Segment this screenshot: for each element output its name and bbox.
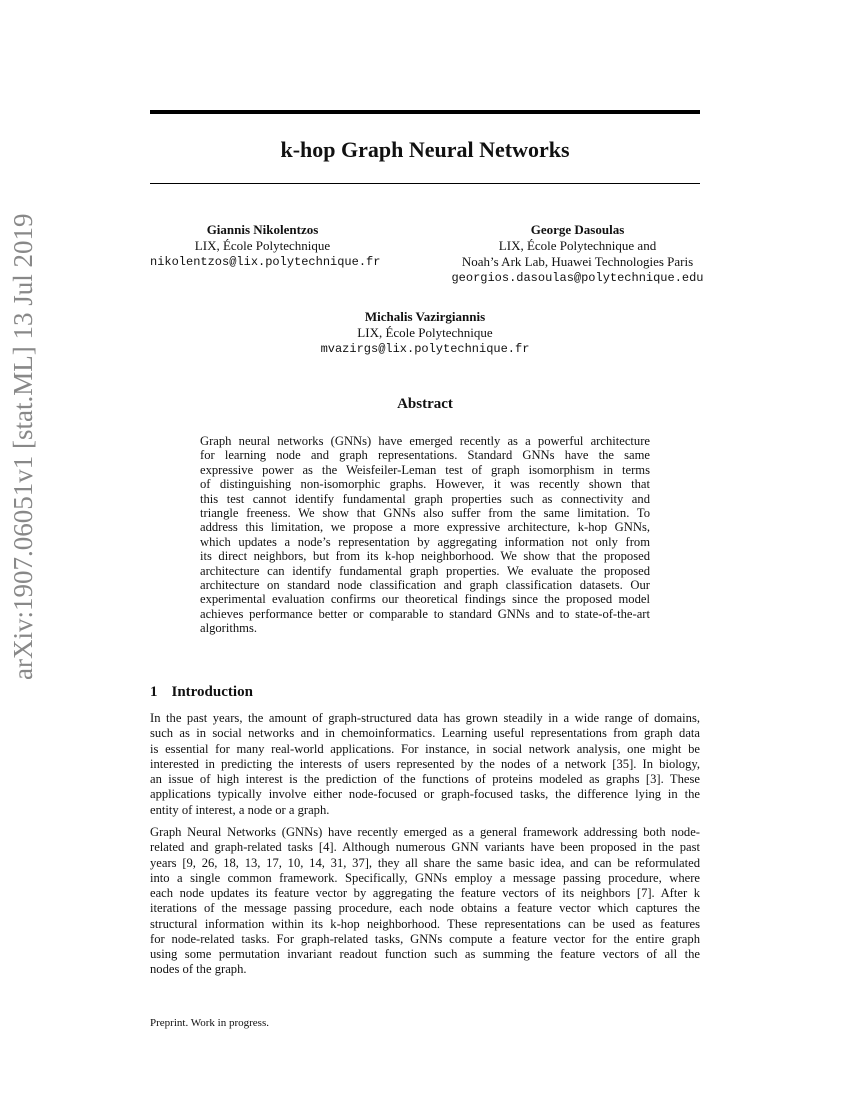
- arxiv-identifier: arXiv:1907.06051v1 [stat.ML] 13 Jul 2019: [8, 213, 38, 680]
- author-block: [440, 222, 715, 286]
- paragraph-line: related and graph-related tasks [4]. Although numerous GNN variants have been proposed in the past: [150, 840, 700, 855]
- paragraph-line: interested in predicting the interests of users represented by the nodes of a network [35]. In biology,: [150, 756, 700, 771]
- abstract-line: expressive power as the Weisfeiler-Leman test of graph isomorphism in terms: [200, 462, 650, 477]
- author-affiliation: LIX, École Polytechnique and: [498, 238, 657, 253]
- paragraph-line: entity of interest, a node or a graph.: [150, 802, 330, 817]
- paragraph-line: for node-related tasks. For graph-related tasks, GNNs compute a feature vector for the entire graph: [150, 931, 700, 946]
- abstract-line: experimental evaluation confirms our theoretical findings since the proposed model: [200, 592, 650, 607]
- paragraph-line: nodes of the graph.: [150, 962, 247, 977]
- author-block: [150, 222, 381, 270]
- abstract-line: this test cannot identify fundamental graph properties such as connectivity and: [200, 491, 650, 506]
- paragraph-line: structural information within its k-hop neighborhood. These representations can be used as features: [150, 916, 700, 931]
- paragraph-line: each node updates its feature vector by aggregating the feature vectors of its neighbors [7]. After k: [150, 886, 700, 900]
- paragraph-line: such as in social networks and in chemoinformatics. Learning useful representations from graph data: [150, 726, 700, 741]
- abstract-heading: Abstract: [397, 396, 453, 412]
- author-email: georgios.dasoulas@polytechnique.edu: [451, 271, 704, 285]
- author-email: mvazirgs@lix.polytechnique.fr: [320, 342, 530, 356]
- section-heading-introduction: [150, 684, 253, 701]
- paragraph-line: an issue of high interest is the prediction of the functions of proteins modeled as graphs [3]. These: [150, 772, 700, 786]
- abstract-line: architecture can identify fundamental graph properties. We evaluate the proposed: [200, 563, 650, 578]
- author-name: George Dasoulas: [530, 222, 625, 237]
- paragraph-line: Graph Neural Networks (GNNs) have recently emerged as a general framework addressing both node-: [150, 825, 700, 839]
- author-affiliation: LIX, École Polytechnique: [194, 238, 331, 253]
- author-block: [300, 309, 550, 357]
- author-affiliation: Noah’s Ark Lab, Huawei Technologies Paris: [461, 254, 694, 269]
- paragraph-line: In the past years, the amount of graph-structured data has grown steadily in a wide range of domains,: [150, 711, 700, 725]
- section-title: Introduction: [171, 684, 253, 700]
- author-affiliation: LIX, École Polytechnique: [357, 325, 493, 340]
- footer-note: Preprint. Work in progress.: [150, 1017, 269, 1029]
- abstract-line: for learning node and graph representations. Standard GNNs have the same: [200, 448, 650, 463]
- abstract-line: of distinguishing non-isomorphic graphs. However, it was recently shown that: [200, 477, 650, 492]
- abstract-line: Graph neural networks (GNNs) have emerged recently as a powerful architecture: [200, 434, 650, 448]
- abstract-line: which updates a node’s representation by aggregating information not only from: [200, 534, 650, 549]
- paragraph-line: iterations of the message passing procedure, each node obtains a feature vector which captures the: [150, 901, 700, 916]
- title-top-rule: [150, 110, 700, 114]
- paragraph-line: is essential for many real-world applications. For instance, in social network analysis, one might be: [150, 741, 700, 756]
- paragraph-line: into a single common framework. Specifically, GNNs employ a message passing procedure, where: [150, 870, 700, 885]
- abstract-line: architecture on standard node classification and graph classification datasets. Our: [200, 578, 650, 592]
- author-email: nikolentzos@lix.polytechnique.fr: [150, 255, 381, 269]
- paragraph-line: using some permutation invariant readout function such as summing the feature vectors of all the: [150, 947, 700, 961]
- title-bottom-rule: [150, 183, 700, 184]
- paragraph-line: years [9, 26, 18, 13, 17, 10, 14, 31, 37], they all share the same basic idea, and can be reformulated: [150, 855, 700, 870]
- abstract-line: achieves performance better or comparable to standard GNNs and to state-of-the-art: [200, 606, 650, 621]
- section-number: 1: [150, 684, 158, 700]
- author-name: Michalis Vazirgiannis: [364, 309, 486, 324]
- author-name: Giannis Nikolentzos: [206, 222, 319, 237]
- abstract-line: its direct neighbors, but from its k-hop neighborhood. We show that the proposed: [200, 549, 650, 564]
- abstract-line: triangle freeness. We show that GNNs also suffer from the same limitation. To: [200, 506, 650, 520]
- abstract-line: address this limitation, we propose a more expressive architecture, k-hop GNNs,: [200, 520, 650, 535]
- abstract-line: algorithms.: [200, 621, 258, 636]
- paper-title: k-hop Graph Neural Networks: [280, 137, 570, 162]
- paragraph-line: applications typically involve either node-focused or graph-focused tasks, the difference lying in the: [150, 787, 700, 802]
